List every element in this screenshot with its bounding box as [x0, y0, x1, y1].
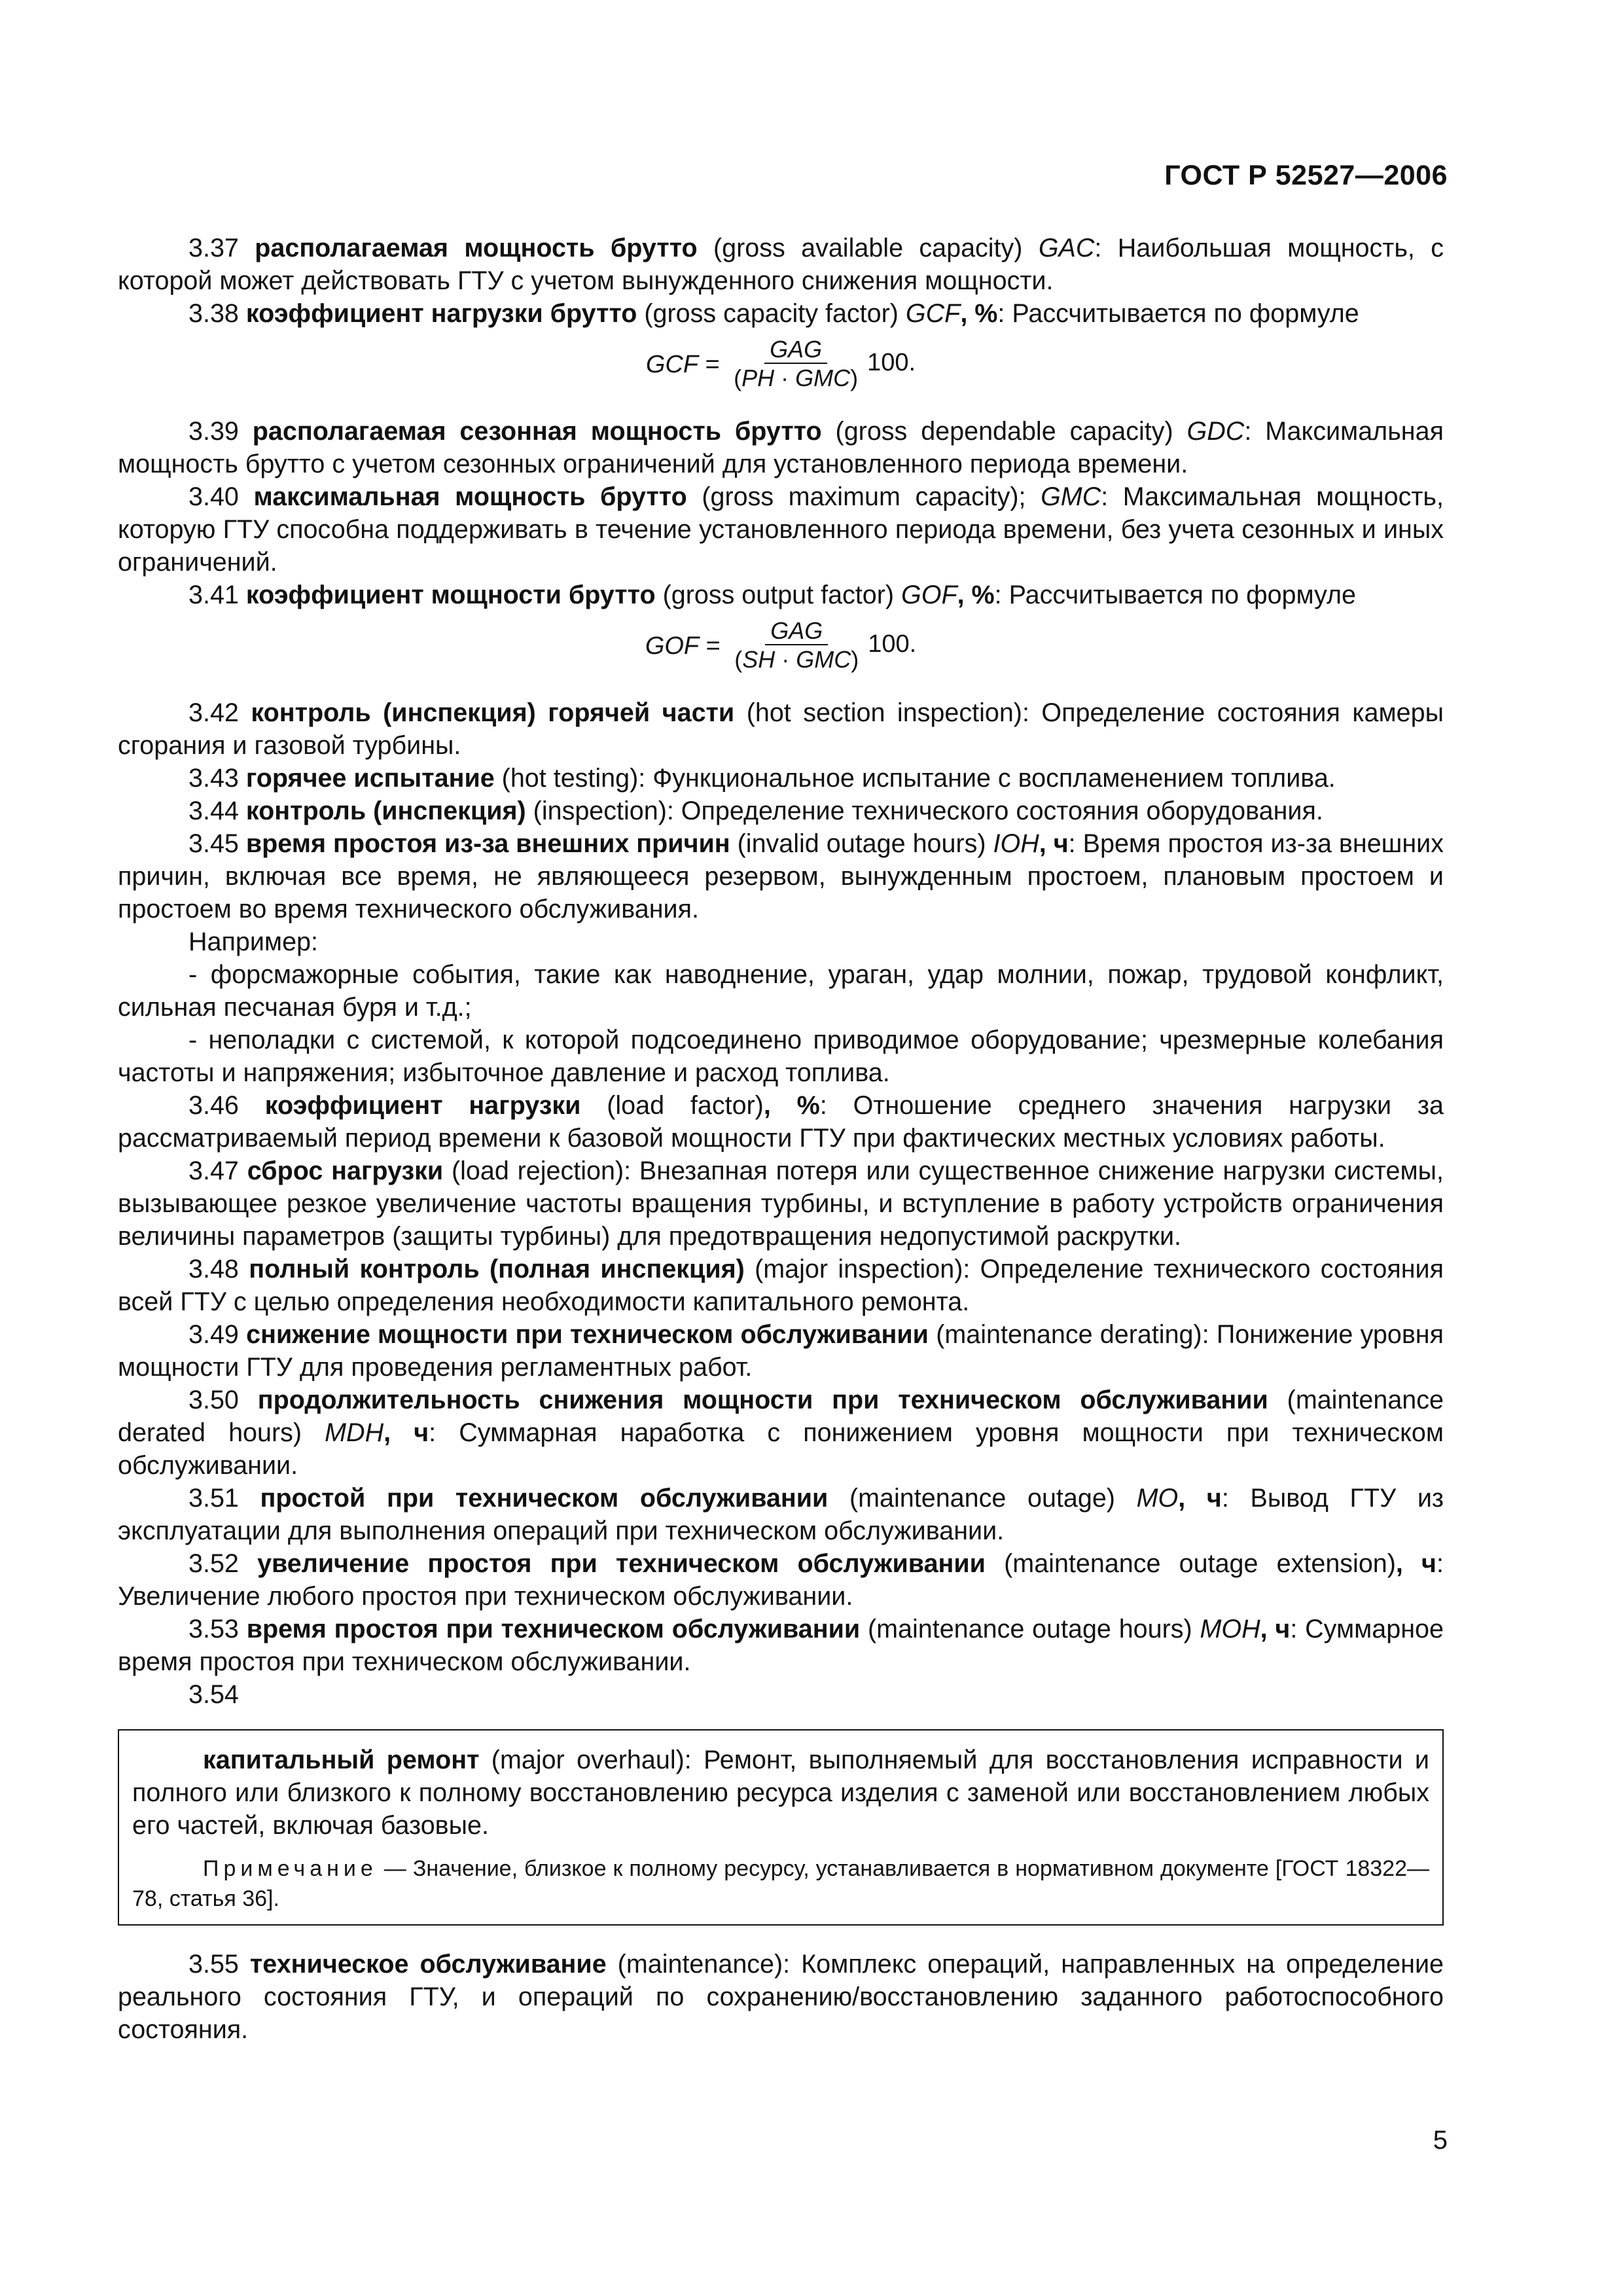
unit: , % [960, 299, 998, 328]
english-term: (hot testing) [494, 764, 639, 793]
item-number: 3.42 [188, 698, 239, 727]
item-number: 3.37 [188, 234, 239, 262]
abbreviation: MO [1136, 1484, 1179, 1513]
item-number: 3.41 [188, 581, 239, 609]
unit: , % [763, 1091, 820, 1120]
definition-3-54-number: 3.54 [188, 1680, 239, 1709]
definition-text: : Функциональное испытание с воспламенением топлива. [638, 764, 1336, 793]
formula-gof [118, 618, 1444, 674]
term: техническое обслуживание [249, 1950, 607, 1979]
english-term: (maintenance) [606, 1950, 783, 1979]
item-number: 3.46 [188, 1091, 239, 1120]
abbreviation: GDC [1186, 417, 1245, 446]
english-term: (load factor) [580, 1091, 764, 1120]
unit: , ч [1395, 1549, 1436, 1578]
unit: , ч [1178, 1484, 1222, 1513]
term: простой при техническом обслуживании [260, 1484, 829, 1513]
term: коэффициент нагрузки [264, 1091, 581, 1120]
formula-multiplier: 100. [868, 630, 917, 658]
item-number: 3.44 [188, 797, 239, 825]
boxed-note [132, 1854, 1429, 1914]
abbreviation: IOH [993, 829, 1039, 858]
english-term: (gross maximum capacity); [687, 482, 1041, 511]
definition-text: : Определение состояния камеры сгорания и газовой турбины. [118, 698, 1444, 760]
definition-text: : Понижение уровня мощности ГТУ для проведения регламентных работ. [118, 1320, 1444, 1382]
formula-denominator [729, 645, 864, 674]
definition-text: : Определение технического состояния оборудования. [666, 797, 1323, 825]
definition-3-53 [118, 1613, 1444, 1678]
definition-text: : Вывод ГТУ из эксплуатации для выполнения операций при техническом обслуживании. [118, 1484, 1444, 1545]
denominator-var-b: GMC [795, 365, 851, 391]
english-term: (maintenance outage extension) [985, 1549, 1396, 1578]
formula-gcf [118, 336, 1444, 393]
denominator-var-a: PH [741, 365, 775, 391]
abbreviation: GMC [1041, 482, 1101, 511]
definition-text: : Рассчитывается по формуле [997, 299, 1359, 328]
formula-denominator [728, 364, 863, 393]
item-number: 3.51 [188, 1484, 239, 1513]
note-label: Примечание [203, 1856, 378, 1881]
unit: , % [957, 581, 995, 609]
abbreviation: MOH [1200, 1615, 1260, 1643]
definition-text: : Комплекс операций, направленных на определение реального состояния ГТУ, и операций по сохранению/восстановлению заданного работоспособного состояния. [118, 1950, 1444, 2044]
english-term: (gross output factor) [655, 581, 902, 609]
definition-3-38 [118, 297, 1444, 330]
multiply-dot: · [774, 365, 796, 391]
abbreviation: GAC [1038, 234, 1095, 262]
term: время простоя при техническом обслуживании [246, 1615, 861, 1643]
definition-text: : Суммарное время простоя при техническом обслуживании. [118, 1615, 1444, 1676]
unit: , ч [383, 1418, 429, 1447]
boxed-definition [118, 1729, 1444, 1926]
term: горячее испытание [245, 764, 495, 793]
term: полный контроль (полная инспекция) [249, 1255, 745, 1283]
unit: , ч [1039, 829, 1069, 858]
term: снижение мощности при техническом обслуживании [246, 1320, 929, 1349]
term: располагаемая мощность брутто [255, 234, 698, 262]
definition-text: : Внезапная потеря или существенное снижение нагрузки системы, вызывающее резкое увеличение частоты вращения турбины, и вступление в работу устройств ограничения величины параметров (защиты турбины) для предотвращения недопустимой раскрутки. [118, 1157, 1444, 1251]
term: контроль (инспекция) [245, 797, 526, 825]
term: увеличение простоя при техническом обслуживании [257, 1549, 986, 1578]
definition-text: : Определение технического состояния всей ГТУ с целью определения необходимости капитального ремонта. [118, 1255, 1444, 1316]
item-number: 3.45 [188, 829, 239, 858]
definition-3-45 [118, 827, 1444, 925]
definition-text: : Рассчитывается по формуле [994, 581, 1356, 609]
definition-text: : Наибольшая мощность, с которой может действовать ГТУ с учетом вынужденного снижения мощности. [118, 234, 1444, 295]
definition-text: : Отношение среднего значения нагрузки за рассматриваемый период времени к базовой мощности ГТУ при фактических местных условиях работы. [118, 1091, 1444, 1153]
abbreviation: GOF [901, 581, 957, 609]
definition-3-52 [118, 1547, 1444, 1613]
definition-3-55 [118, 1948, 1444, 2046]
document-header: ГОСТ Р 52527—2006 [1164, 160, 1448, 191]
term: коэффициент мощности брутто [245, 581, 656, 609]
note-text: — Значение, близкое к полному ресурсу, устанавливается в нормативном документе [ГОСТ 18322—78, статья 36]. [132, 1856, 1429, 1911]
english-term: (gross available capacity) [697, 234, 1039, 262]
formula-lhs: GOF = [645, 632, 721, 660]
item-number: 3.52 [188, 1549, 239, 1578]
formula-fraction [728, 336, 863, 393]
definition-text: : Время простоя из-за внешних причин, включая все время, не являющееся резервом, вынужденным простоем, плановым простоем и простоем во время технического обслуживания. [118, 829, 1444, 924]
definition-text: : Суммарная наработка с понижением уровня мощности при техническом обслуживании. [118, 1418, 1444, 1480]
term: контроль (инспекция) горячей части [251, 698, 735, 727]
formula-numerator: GAG [764, 336, 827, 364]
formula-lhs: GCF = [645, 351, 720, 378]
paren-open: ( [734, 646, 743, 673]
item-number: 3.40 [188, 482, 239, 511]
definition-3-40 [118, 480, 1444, 579]
term: коэффициент нагрузки брутто [245, 299, 637, 328]
english-term: (hot section inspection) [734, 698, 1022, 727]
formula-multiplier: 100. [867, 349, 916, 376]
formula-numerator: GAG [765, 618, 828, 645]
item-number: 3.38 [188, 299, 239, 328]
item-number: 3.49 [188, 1320, 239, 1349]
definition-text: : Увеличение любого простоя при техническом обслуживании. [118, 1549, 1444, 1611]
definition-3-39 [118, 415, 1444, 480]
english-term: (maintenance outage) [828, 1484, 1137, 1513]
multiply-dot: · [775, 646, 796, 673]
item-number: 3.53 [188, 1615, 239, 1643]
english-term: (load rejection) [443, 1157, 624, 1185]
paren-close: ) [851, 646, 859, 673]
definition-3-46 [118, 1089, 1444, 1155]
item-number: 3.39 [188, 417, 239, 446]
term: капитальный ремонт [203, 1746, 480, 1774]
definition-3-43 [118, 762, 1444, 795]
english-term: (inspection) [526, 797, 667, 825]
item-number: 3.47 [188, 1157, 239, 1185]
unit: , ч [1260, 1615, 1291, 1643]
english-term: (maintenance derated hours) [118, 1386, 1444, 1447]
term: продолжительность снижения мощности при техническом обслуживании [257, 1386, 1268, 1414]
english-term: (major inspection) [744, 1255, 963, 1283]
page-number: 5 [1433, 2126, 1448, 2155]
definition-text: : Максимальная мощность, которую ГТУ способна поддерживать в течение установленного периода времени, без учета сезонных и иных ограничений. [118, 482, 1444, 577]
formula-fraction [729, 618, 864, 674]
definition-3-49 [118, 1318, 1444, 1384]
term: время простоя из-за внешних причин [245, 829, 730, 858]
definition-3-51 [118, 1482, 1444, 1547]
example-item-1: - форсмажорные события, такие как наводнение, ураган, удар молнии, пожар, трудовой конфликт, сильная песчаная буря и т.д.; [118, 960, 1444, 1022]
definition-3-47 [118, 1155, 1444, 1253]
definition-text: : Максимальная мощность брутто с учетом сезонных ограничений для установленного периода времени. [118, 417, 1444, 478]
definition-3-50 [118, 1384, 1444, 1482]
item-number: 3.43 [188, 764, 239, 793]
denominator-var-b: GMC [796, 646, 851, 673]
term: максимальная мощность брутто [253, 482, 687, 511]
abbreviation: GCF [905, 299, 961, 328]
english-term: (gross dependable capacity) [821, 417, 1187, 446]
definition-3-42 [118, 696, 1444, 762]
definition-3-44 [118, 795, 1444, 827]
item-number: 3.50 [188, 1386, 239, 1414]
paren-close: ) [850, 365, 859, 391]
english-term: (maintenance outage hours) [860, 1615, 1200, 1643]
definition-3-48 [118, 1253, 1444, 1318]
english-term: (major overhaul) [479, 1746, 685, 1774]
english-term: (maintenance derating) [928, 1320, 1202, 1349]
item-number: 3.48 [188, 1255, 239, 1283]
abbreviation: MDH [325, 1418, 384, 1447]
boxed-definition-text [132, 1744, 1429, 1842]
example-item-2: - неполадки с системой, к которой подсоединено приводимое оборудование; чрезмерные колебания частоты и напряжения; избыточное давление и расход топлива. [118, 1026, 1444, 1087]
english-term: (gross capacity factor) [637, 299, 906, 328]
item-number: 3.55 [188, 1950, 239, 1979]
document-body [118, 232, 1444, 2046]
term: сброс нагрузки [247, 1157, 444, 1185]
denominator-var-a: SH [742, 646, 776, 673]
english-term: (invalid outage hours) [730, 829, 993, 858]
paren-open: ( [734, 365, 742, 391]
term: располагаемая сезонная мощность брутто [252, 417, 822, 446]
definition-3-41 [118, 579, 1444, 611]
definition-3-37 [118, 232, 1444, 297]
example-intro: Например: [188, 927, 318, 956]
definition-text: : Ремонт, выполняемый для восстановления исправности и полного или близкого к полному восстановлению ресурса изделия с заменой или восстановлением любых его частей, включая базовые. [132, 1746, 1429, 1840]
